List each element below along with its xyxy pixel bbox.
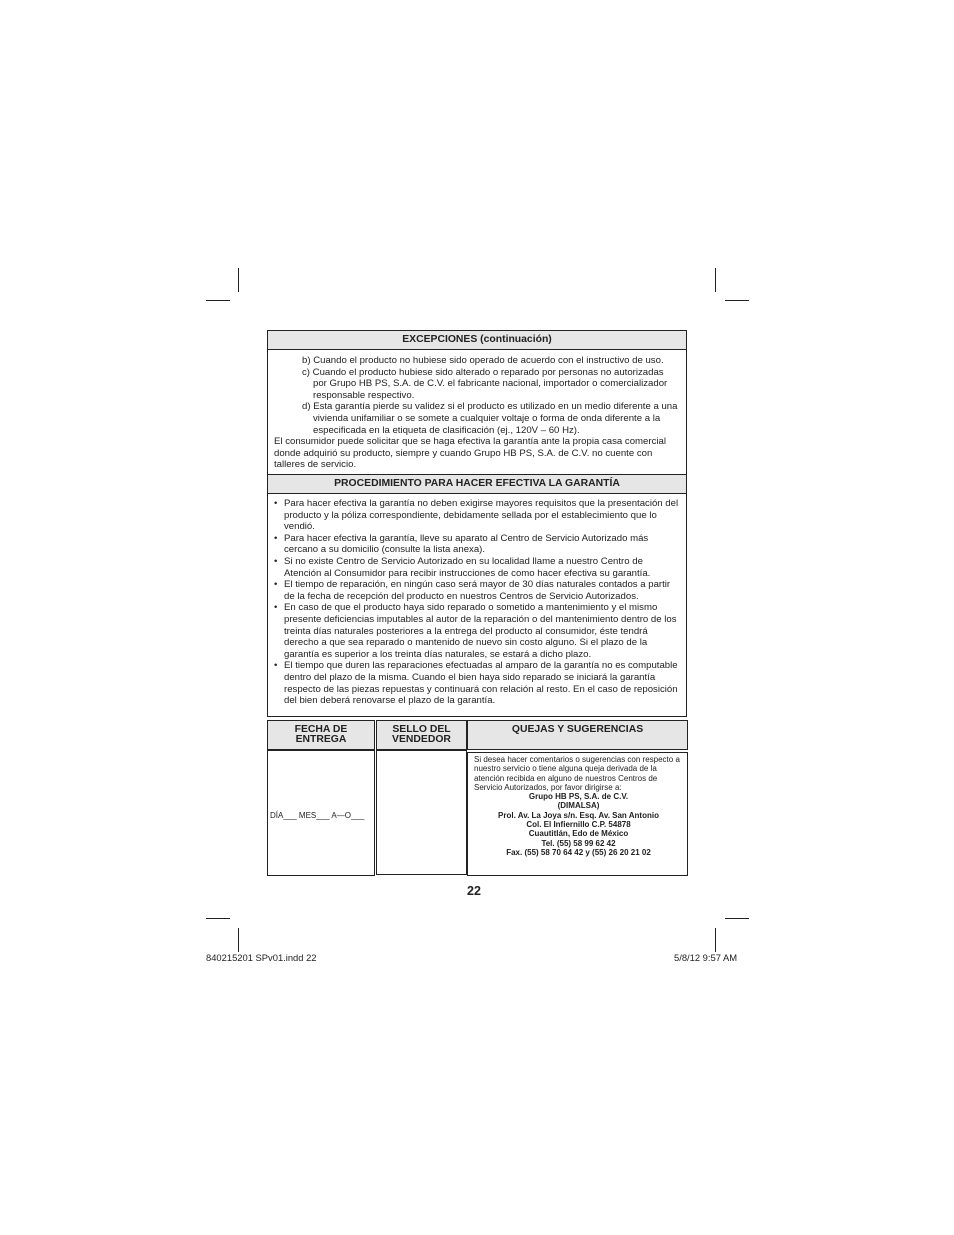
warranty-box	[267, 330, 687, 717]
address-line: Tel. (55) 58 99 62 42	[541, 838, 616, 848]
quejas-header: QUEJAS Y SUGERENCIAS	[467, 720, 688, 750]
quejas-cell	[467, 752, 688, 876]
crop-mark	[206, 300, 230, 301]
page-number: 22	[467, 884, 481, 898]
footer-filename: 840215201 SPv01.indd 22	[206, 952, 317, 963]
address-line: Fax. (55) 58 70 64 42 y (55) 26 20 21 02	[506, 847, 651, 857]
address-line: Grupo HB PS, S.A. de C.V.	[528, 792, 629, 802]
crop-mark	[725, 300, 749, 301]
sello-header: SELLO DEL VENDEDOR	[376, 720, 467, 750]
crop-mark	[715, 268, 716, 292]
crop-mark	[715, 928, 716, 952]
crop-mark	[238, 928, 239, 952]
excepciones-title: EXCEPCIONES (continuación)	[268, 331, 686, 350]
address-line: Col. El Infiernillo C.P. 54878	[526, 820, 631, 830]
procedimiento-bullet: • El tiempo de reparación, en ningún caso será mayor de 30 días naturales contados a partir de la fecha de recepción del producto en nuestros Centros de Servicio Autorizados.	[274, 579, 680, 602]
fecha-header: FECHA DE ENTREGA	[267, 720, 375, 750]
excepcion-item: c) Cuando el producto hubiese sido alterado o reparado por personas no autorizadas por Grupo HB PS, S.A. de C.V. el fabricante nacional, importador o comercializador responsable respectivo.	[302, 366, 668, 401]
address-line: Cuautitlán, Edo de México	[528, 829, 629, 839]
crop-mark	[206, 918, 230, 919]
fecha-value: DÍA___ MES___ A—O___	[270, 811, 365, 820]
crop-mark	[238, 268, 239, 292]
address-line: (DIMALSA)	[557, 801, 600, 811]
procedimiento-bullet: • El tiempo que duren las reparaciones efectuadas al amparo de la garantía no es computable dentro del plazo de la misma. Cuando el bien haya sido reparado se iniciará la garantía respecto de las piezas repuestas y continuará con relación al resto. En el caso de reposición del bien deberá renovarse el plazo de la garantía.	[274, 660, 680, 706]
footer-datetime: 5/8/12 9:57 AM	[674, 952, 738, 963]
procedimiento-bullet: • Para hacer efectiva la garantía, lleve su aparato al Centro de Servicio Autorizado más cercano a su domicilio (consulte la lista anexa).	[274, 533, 680, 556]
address-block	[474, 792, 683, 857]
procedimiento-section	[268, 494, 686, 716]
procedimiento-bullet: • En caso de que el producto haya sido reparado o sometido a mantenimiento y el mismo presente deficiencias imputables al autor de la reparación o del mantenimiento dentro de los treinta días naturales posteriores a la entrega del producto al consumidor, éste tendrá derecho a que sea reparado o mantenido de nuevo sin costo alguno. Si el plazo de la garantía es superior a los treinta días naturales, se estará a dicho plazo.	[274, 602, 680, 660]
warranty-table	[267, 720, 688, 876]
procedimiento-title: PROCEDIMIENTO PARA HACER EFECTIVA LA GARANTÍA	[268, 474, 686, 494]
procedimiento-bullet: • Para hacer efectiva la garantía no deben exigirse mayores requisitos que la presentación del producto y la póliza correspondiente, debidamente sellada por el establecimiento que lo vendió.	[274, 498, 680, 533]
crop-mark	[725, 918, 749, 919]
excepcion-item: d) Esta garantía pierde su validez si el producto es utilizado en un medio diferente a una vivienda unifamiliar o se somete a cualquier voltaje o forma de onda diferente a la especificada en la etiqueta de clasificación (ej., 120V – 60 Hz).	[302, 401, 678, 436]
excepcion-item: b) Cuando el producto no hubiese sido operado de acuerdo con el instructivo de uso.	[302, 355, 664, 366]
excepciones-section	[268, 350, 686, 474]
procedimiento-bullet: • Si no existe Centro de Servicio Autorizado en su localidad llame a nuestro Centro de Atención al Consumidor para recibir instrucciones de como hacer efectiva su garantía.	[274, 556, 680, 579]
excepciones-paragraph: El consumidor puede solicitar que se haga efectiva la garantía ante la propia casa comercial donde adquirió su producto, siempre y cuando Grupo HB PS, S.A. de C.V. no cuente con talleres de servicio.	[274, 436, 666, 471]
sello-cell	[376, 750, 467, 875]
fecha-cell	[267, 750, 375, 876]
quejas-text: Si desea hacer comentarios o sugerencias con respecto a nuestro servicio o tiene alguna queja derivada de la atención recibida en alguno de nuestros Centros de Servicio Autorizados, por favor dirigirse a:	[474, 755, 680, 792]
address-line: Prol. Av. La Joya s/n. Esq. Av. San Antonio	[498, 810, 659, 820]
